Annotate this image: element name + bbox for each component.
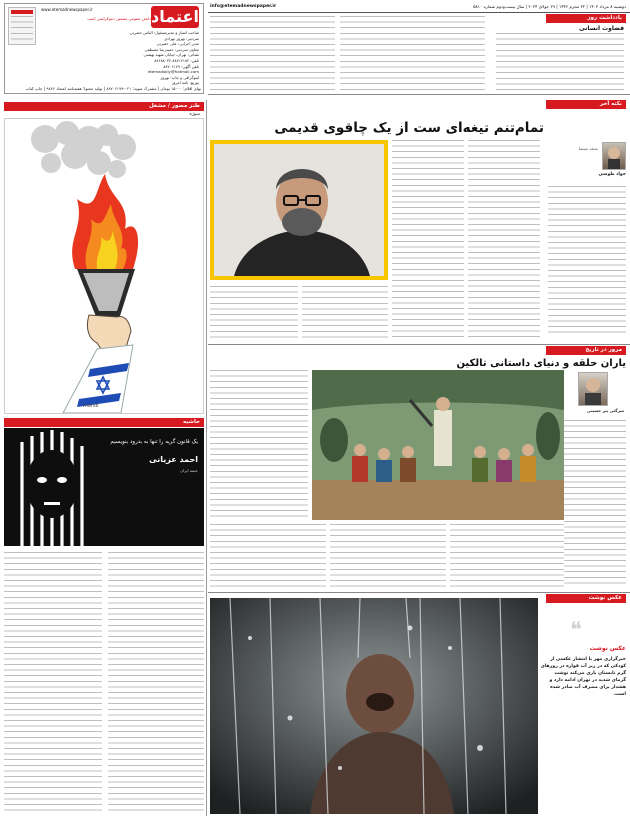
history-col-b [210,524,326,588]
cartoon-tag-label: طنز مصور / مشغل [148,103,200,109]
history-col-d [450,524,564,588]
cartoon-caption: سوژه [189,112,200,117]
interview-col-d [302,286,388,340]
editorial-body [496,33,624,91]
author-photo[interactable] [602,142,626,170]
history-author-name: سرگئی پیر حسینی [586,408,624,413]
history-col-a [210,370,308,520]
history-headline: یاران حلقه و دنیای داستانی تالکین [456,358,626,369]
interview-photo[interactable] [210,140,388,280]
interview-headline: تمام‌تنم تیغه‌ای ست از یک چاقوی قدیمی [274,120,544,136]
history-author-face-icon [579,373,607,405]
interview-col-a [392,140,464,340]
banner-name: احمد عزیانی [149,455,198,464]
interview-col-c [210,286,298,340]
editorial-title: فضاوت انسانی [579,25,624,32]
torch-cartoon [5,119,203,413]
history-author-photo[interactable] [578,372,608,406]
staff-list [9,30,199,86]
history-illustration[interactable] [312,370,564,520]
water-photo[interactable] [210,598,538,814]
interview-side-col [548,186,626,336]
interview-author [548,142,626,182]
staff-box [4,3,204,94]
masthead-dateline: دوشنبه ۸ مرداد ۱۴۰۳ | ۲۲ محرم ۱۴۴۶ | ۲۹ جولای ۲۰۲۴ | سال بیست‌ودوم شماره ۵۸۱۰ [473,4,626,9]
editorial-tag: یادداشت روز [546,14,626,23]
svg-text:mahdi: mahdi [83,403,99,409]
masthead-logo-text: اعتماد [151,7,199,26]
child-in-water-photo [210,598,538,814]
history-tag-label: مرور در تاریخ [585,347,622,353]
masthead-ticker: بهای اقلام: ۱۵۰۰۰ تومان | مشترک شوید: ۰۲۱-۸۸۷۰۶۱۷۹ | تولید محتوا: هفته‌نامه اعتماد ۹۸۷۶ | چاپ کتاب [25,86,201,91]
photo-caption-text: خبرگزاری مهر با انتشار عکسی از کودکی که در زیر آب فواره در روزهای گرم تابستان بازی می‌کند نوشت گرمای شدید در تهران ادامه دارد و هشدار برای مصرف آب صادر شده است. [540,657,626,698]
margin-col-1 [108,552,204,814]
fellowship-painting [312,370,564,520]
masthead-email[interactable]: info@etemadnewspaper.ir [210,4,277,9]
masthead [0,0,630,100]
margin-col-2 [4,552,102,814]
staff-line: مدیر اجرایی: علی حضرتی [156,41,199,47]
masthead-website[interactable]: www.etemadnewspaper.ir [41,7,93,12]
author-name: جواد طوسی [598,172,626,177]
interview-col-b [468,140,540,340]
masthead-logo [151,6,199,28]
cartoon-tag [4,102,204,111]
margin-tag-label: حاشیه [182,419,200,425]
history-tag [546,346,626,355]
masthead-tagline: دانش عمومی تضمین دموکراسی است [87,16,151,21]
sport-tag [546,594,626,603]
staff-line: معاون سردبیر: حمیدرضا مصطفی [144,46,199,52]
history-col-c [330,524,446,588]
prison-banner[interactable] [4,428,204,546]
director-portrait [214,144,384,276]
author-label: منتقد سینما [578,146,598,151]
editorial-col-2 [340,16,485,91]
margin-tag [4,418,204,427]
nokte-tag-label: نکته آخر [599,101,622,107]
quote-mark-icon: ❝ [570,618,582,643]
sport-tag-label: عکس نوشت [588,595,622,601]
author-face-icon [603,143,625,169]
cartoon-image[interactable] [4,118,204,414]
banner-subtitle: خیمه ایران [180,468,198,473]
banner-quote: یک قانون گریه را تنها به بدرود بنویسیم [110,439,198,445]
staff-line: نشانی: تهران، خیابان شهید بهشتی [143,52,199,58]
staff-line[interactable]: etemadlaily@hotmail.com [147,69,199,75]
staff-line: سردبیر: بهروز بهزادی [164,35,199,41]
photo-caption [540,618,626,698]
staff-line: لیتوگرافی و چاپ: بهروز [160,74,199,80]
history-side-col [564,420,626,588]
photo-caption-title: عکس نوشت [589,645,626,652]
nokte-tag [546,100,626,109]
staff-line: صاحب امتیاز و مدیرمسئول: الیاس حضرتی [129,30,199,35]
staff-line: تلفن: ۸۸۷۱۷۱۸۲-۸۸۶۸۸۰۳۲ [154,57,199,63]
masthead-dateline-strip [208,3,630,12]
editorial-col-3 [210,16,335,91]
staff-line: تلفن آگهی: ۸۸۷۰۶۱۷۹ [163,63,199,69]
staff-line: توزیع: نامه امروز [171,80,199,86]
history-author [566,372,626,418]
